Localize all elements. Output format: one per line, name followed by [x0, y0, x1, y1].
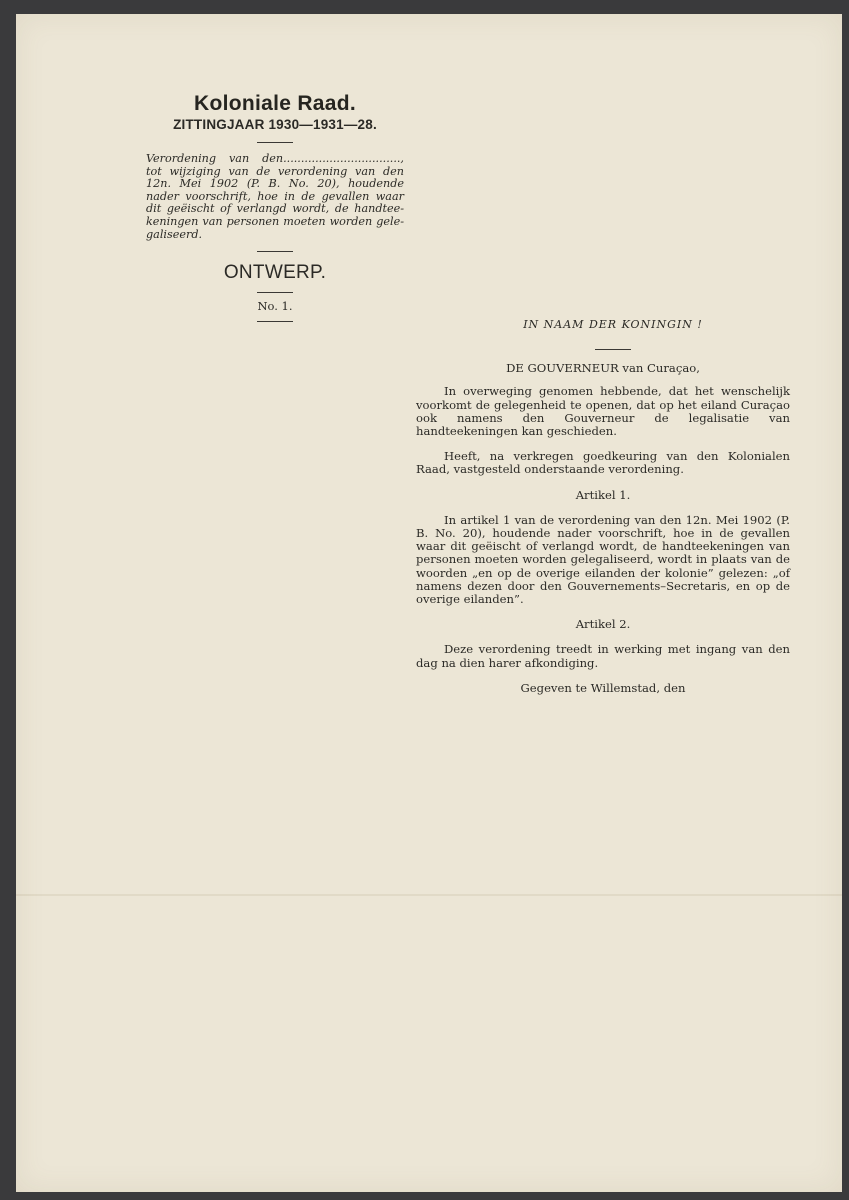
divider: [257, 321, 293, 322]
draft-label: ONTWERP.: [223, 262, 327, 284]
article-1-text: In artikel 1 van de verordening van den 12n. Mei 1902 (P. B. No. 20), houdende nader voorschrift, hoe in de gevallen waar dit geëischt of verlangd wordt, de handteekeningen van personen moeten worden gelegaliseerd, wordt in plaats van de woorden „en op de overige eilanden der kolonie” gelezen: „of namens dezen door den Gouvernements–Secretaris, en op de overige eilanden”.: [416, 512, 790, 607]
article-2-text: Deze verordening treedt in werking met ingang van den dag na dien harer afkondiging.: [416, 642, 790, 670]
council-title: Koloniale Raad.: [193, 92, 357, 115]
divider: [257, 251, 293, 252]
draft-number: No. 1.: [257, 299, 293, 314]
article-1-heading: Artikel 1.: [575, 487, 631, 502]
ordinance-summary: Verordening van den................................., tot wijziging van de verordening van den 12n. Mei 1902 (P. B. No. 20), houdende nader voorschrift, hoe in de gevallen waar dit geëischt of verlangd wordt, de handtee-keningen van personen moeten worden gele-galiseerd.: [146, 152, 404, 241]
governor-line: DE GOUVERNEUR van Curaçao,: [506, 361, 700, 376]
divider: [257, 292, 293, 293]
paper-fold: [16, 894, 842, 896]
considering-paragraph: In overweging genomen hebbende, dat het wenschelijk voorkomt de gelegenheid te openen, dat op het eiland Curaçao ook namens den Gouverneur de legalisatie van handteekeningen kan geschieden.: [416, 384, 790, 439]
enacted-paragraph: Heeft, na verkregen goedkeuring van den Kolonialen Raad, vastgesteld onderstaande verordening.: [416, 449, 790, 477]
document-page: [16, 14, 842, 1192]
article-2-heading: Artikel 2.: [575, 617, 631, 632]
divider: [595, 349, 631, 350]
closing-line: Gegeven te Willemstad, den: [520, 680, 686, 695]
divider: [257, 142, 293, 143]
ordinance-body: [416, 318, 790, 695]
invocation: IN NAAM DER KONINGIN !: [523, 318, 703, 331]
session-year: ZITTINGJAAR 1930—1931—28.: [173, 117, 377, 132]
header-block: [146, 92, 404, 330]
